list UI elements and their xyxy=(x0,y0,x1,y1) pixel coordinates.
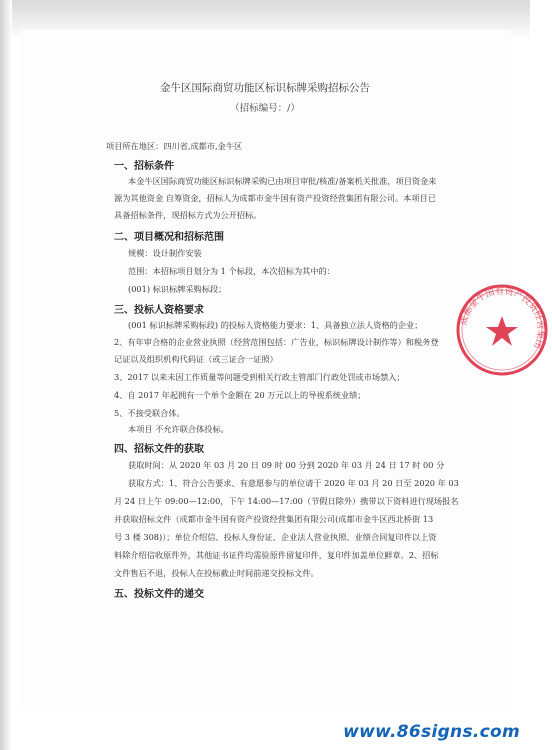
watermark-logo: www.86signs.com xyxy=(343,722,520,742)
body-line: 具备招标条件，现招标方式为公开招标。 xyxy=(114,210,262,220)
body-line: 记证以及组织机构代码证（或三证合一证照） xyxy=(114,354,278,364)
document-page xyxy=(20,30,510,710)
body-line: 号 3 楼 308)）；单位介绍信、投标人身份证、企业法人营业执照、业绩合同复印件以上资 xyxy=(114,532,437,542)
body-line: 获取方式：1、符合公告要求、有意愿参与的单位请于 2020 年 03 月 20 日至 2020 年 03 xyxy=(128,478,459,488)
body-line: 本项目 不允许联合体投标。 xyxy=(128,424,229,434)
section-heading: 五、投标文件的递交 xyxy=(114,589,204,600)
body-line: 2、有年审合格的企业营业执照（经营范围包括：广告业，标识标牌设计制作等）和税务登 xyxy=(114,337,439,347)
body-line: 本金牛区国际商贸功能区标识标牌采购已由项目审批/核准/备案机关批准，项目资金来 xyxy=(128,176,437,186)
body-line: 文件售后不退，投标人在投标截止时间前递交投标文件。 xyxy=(114,568,319,578)
seal-text: 成都金牛国有资产投资经营集团 xyxy=(459,286,546,350)
company-seal-stamp xyxy=(452,280,552,380)
body-line: 5、不接受联合体。 xyxy=(114,408,185,418)
body-line: 规模：设计制作安装 xyxy=(128,248,202,258)
body-line: 获取时间：从 2020 年 03 月 20 日 09 时 00 分到 2020 年 03 月 24 日 17 时 00 分 xyxy=(128,460,445,470)
tender-number: （招标编号：/） xyxy=(230,103,300,114)
document-title: 金牛区国际商贸功能区标识标牌采购招标公告 xyxy=(160,82,370,94)
body-line: (001 标识标牌采购标段) 的投标人资格能力要求：1、具备独立法人资格的企业； xyxy=(128,320,423,330)
body-line: 并获取招标文件（成都市金牛国有资产投资经营集团有限公司(成都市金牛区西北桥街 13 xyxy=(114,514,434,524)
section-heading: 四、招标文件的获取 xyxy=(114,444,204,455)
body-line: 4、自 2017 年起拥有一个单个金额在 20 万元以上的导视系统业绩； xyxy=(114,390,366,400)
section-heading: 二、项目概况和招标范围 xyxy=(114,232,224,243)
project-location: 项目所在地区：四川省,成都市,金牛区 xyxy=(106,141,243,151)
body-line: 3、2017 以来未因工作质量等问题受到相关行政主管部门行政处罚或市场禁入； xyxy=(114,372,405,382)
body-line: 料除介绍信收原件外，其他证书证件均需验原件留复印件，复印件加盖单位鲜章。2、招标 xyxy=(114,550,439,560)
body-line: (001) 标识标牌采购标段； xyxy=(128,284,227,294)
body-line: 月 24 日上午 09:00—12:00，下午 14:00—17:00（节假日除外）携带以下资料进行现场报名 xyxy=(114,496,459,506)
body-line: 范围：本招标项目划分为 1 个标段，本次招标为其中的： xyxy=(128,266,335,276)
section-heading: 一、招标条件 xyxy=(114,161,174,172)
section-heading: 三、投标人资格要求 xyxy=(114,305,204,316)
body-line: 源为其他资金 自筹资金，招标人为成都市金牛国有资产投资经营集团有限公司。本项目已 xyxy=(114,193,436,203)
